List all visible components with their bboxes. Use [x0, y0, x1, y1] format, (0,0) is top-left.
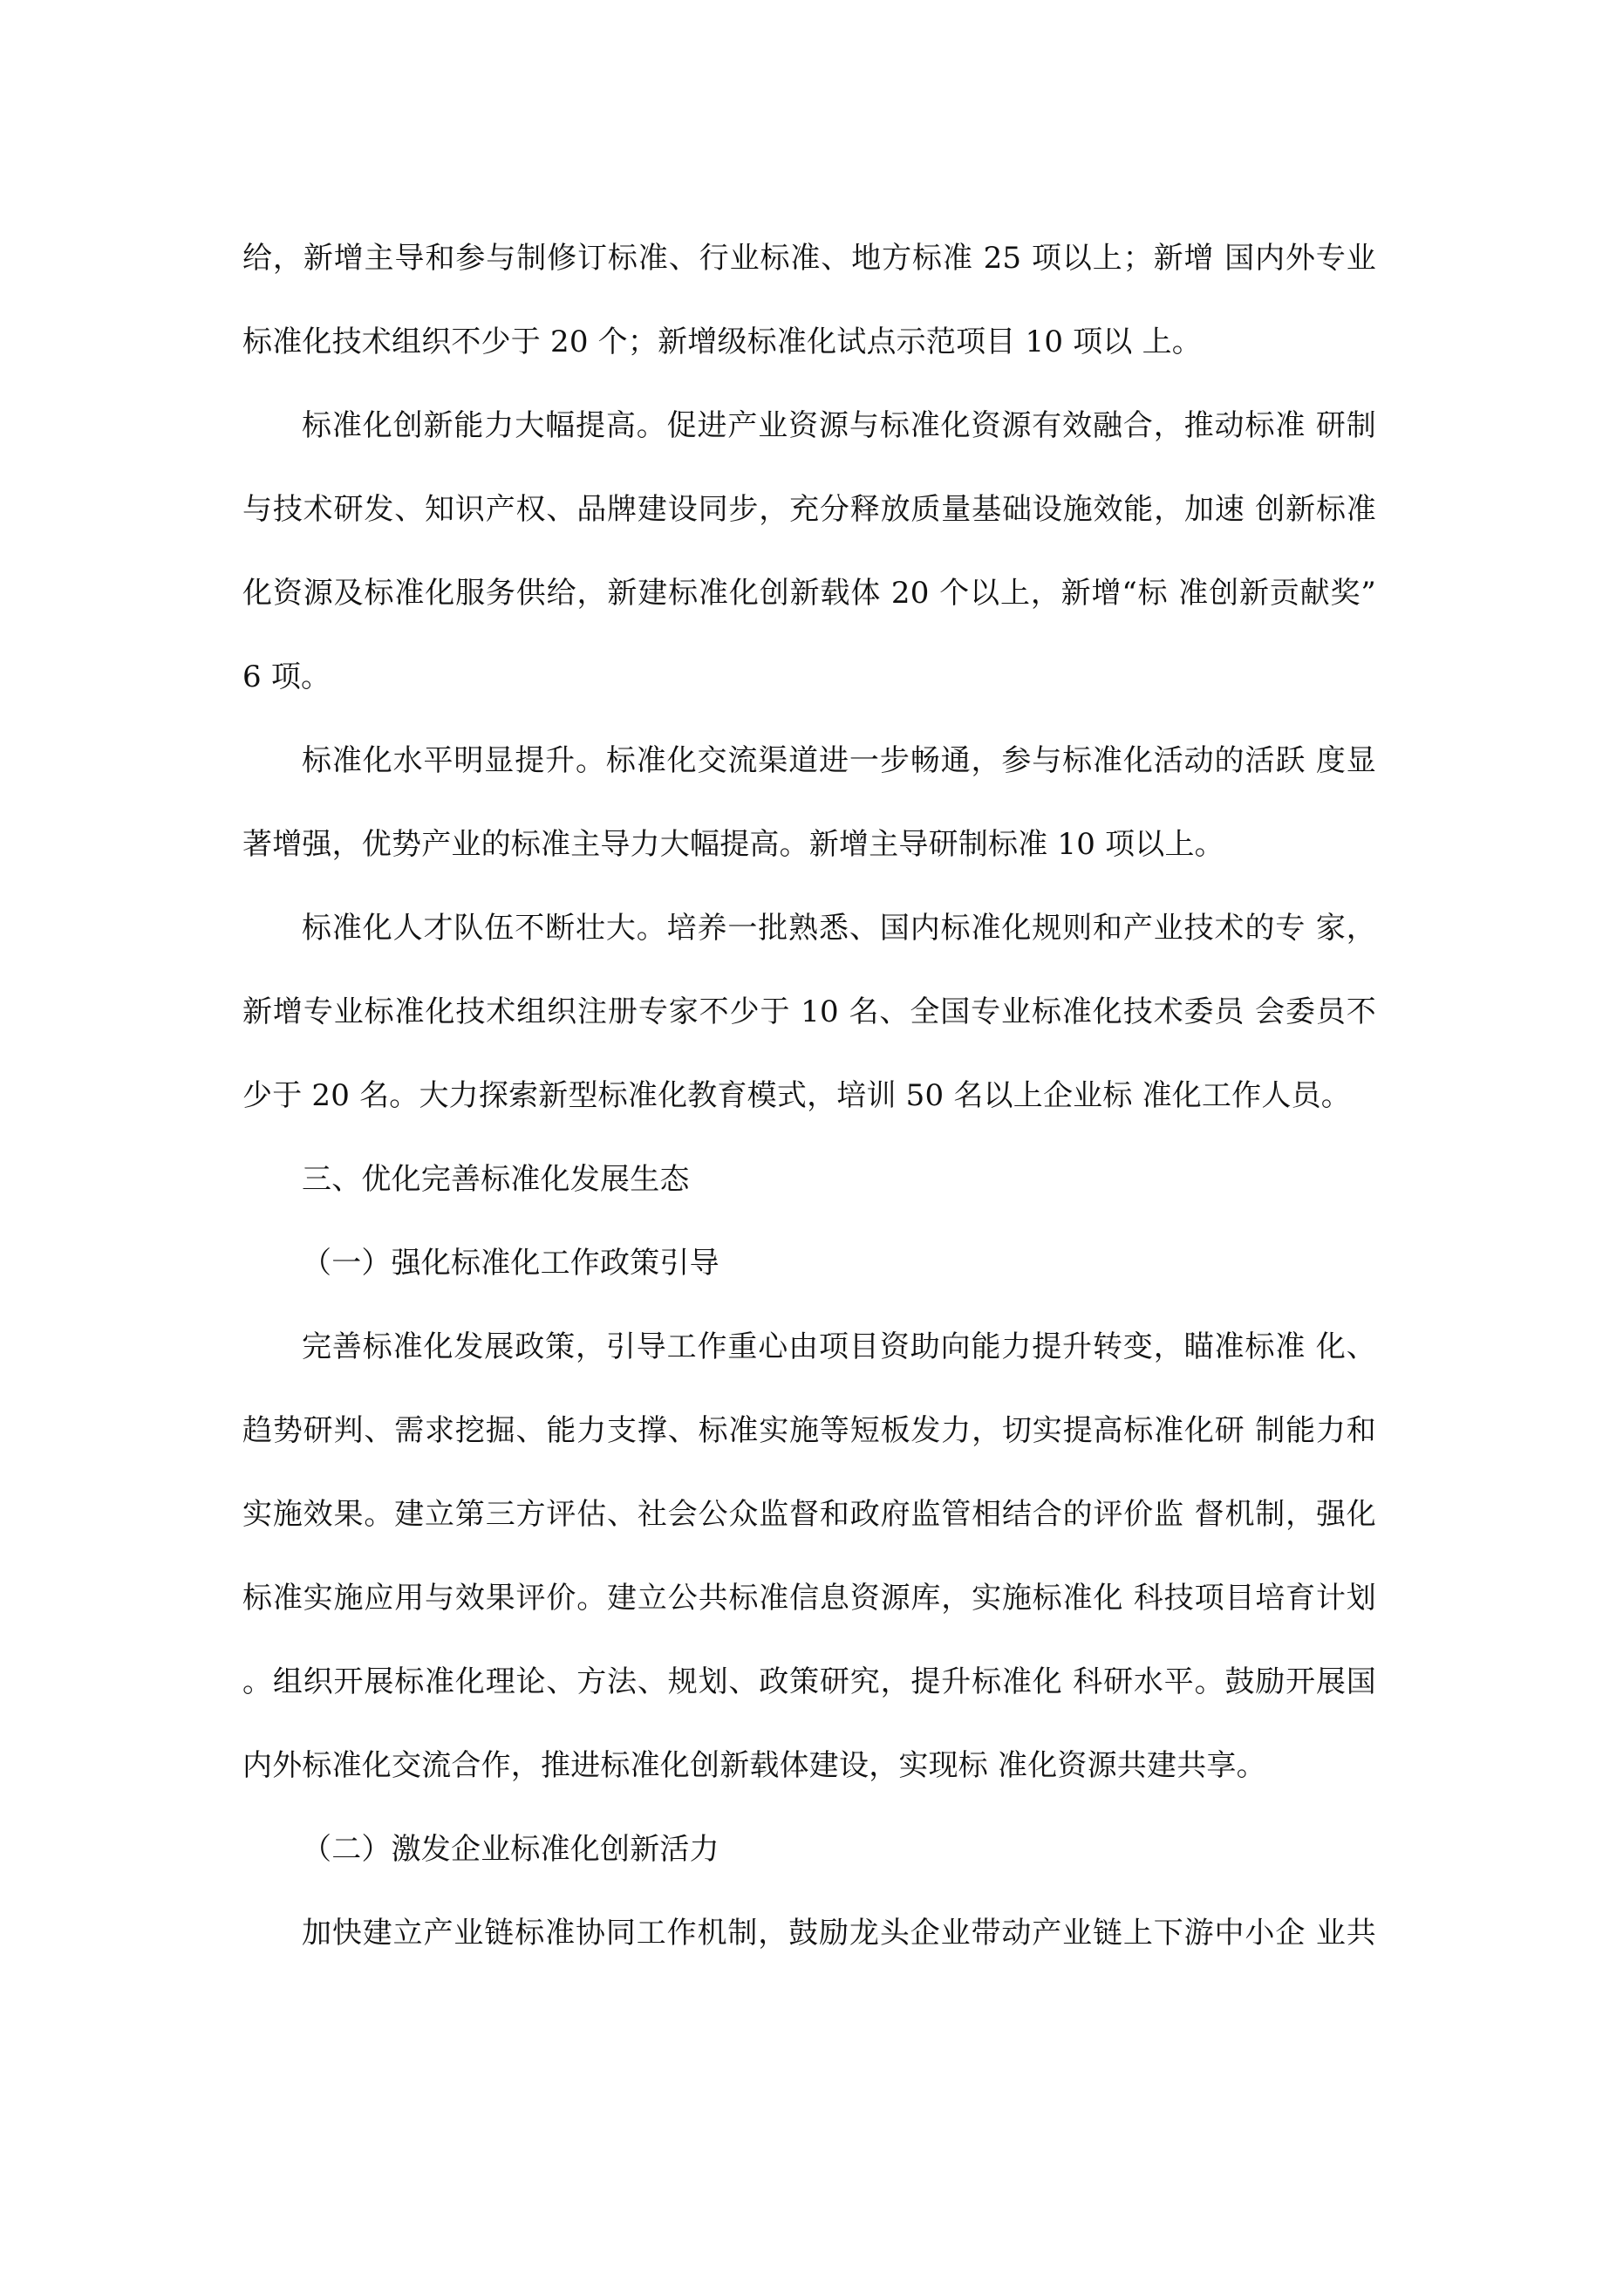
text-line: 内外标准化交流合作，推进标准化创新载体建设，实现标 准化资源共建共享。: [242, 1748, 1266, 1783]
text-line: 著增强，优势产业的标准主导力大幅提高。新增主导研制标准 10 项以上。: [242, 827, 1224, 862]
section-heading: 三、优化完善标准化发展生态: [302, 1162, 690, 1197]
text-line: 标准化技术组织不少于 20 个；新增级标准化试点示范项目 10 项以 上。: [242, 325, 1202, 359]
text-line: 。组织开展标准化理论、方法、规划、政策研究，提升标准化 科研水平。鼓励开展国: [242, 1664, 1376, 1699]
paragraph-start-line: 标准化人才队伍不断壮大。培养一批熟悉、国内标准化规则和产业技术的专 家，: [302, 911, 1376, 946]
text-line: 6 项。: [242, 659, 331, 694]
text-line: 与技术研发、知识产权、品牌建设同步，充分释放质量基础设施效能，加速 创新标准: [242, 492, 1376, 527]
text-line: 少于 20 名。大力探索新型标准化教育模式，培训 50 名以上企业标 准化工作人员。: [242, 1078, 1351, 1113]
paragraph-start-line: 完善标准化发展政策，引导工作重心由项目资助向能力提升转变，瞄准标准 化、: [302, 1329, 1376, 1364]
text-line: 给，新增主导和参与制修订标准、行业标准、地方标准 25 项以上；新增 国内外专业: [242, 241, 1376, 276]
subsection-heading: （二）激发企业标准化创新活力: [302, 1832, 719, 1867]
subsection-heading: （一）强化标准化工作政策引导: [302, 1246, 719, 1281]
paragraph-start-line: 加快建立产业链标准协同工作机制，鼓励龙头企业带动产业链上下游中小企 业共: [302, 1916, 1376, 1951]
text-line: 新增专业标准化技术组织注册专家不少于 10 名、全国专业标准化技术委员 会委员不: [242, 994, 1376, 1029]
paragraph-start-line: 标准化水平明显提升。标准化交流渠道进一步畅通，参与标准化活动的活跃 度显: [302, 743, 1376, 778]
text-line: 实施效果。建立第三方评估、社会公众监督和政府监管相结合的评价监 督机制，强化: [242, 1497, 1376, 1532]
text-line: 趋势研判、需求挖掘、能力支撑、标准实施等短板发力，切实提高标准化研 制能力和: [242, 1413, 1376, 1448]
paragraph-start-line: 标准化创新能力大幅提高。促进产业资源与标准化资源有效融合，推动标准 研制: [302, 408, 1376, 443]
document-body: [242, 216, 1376, 1975]
text-line: 化资源及标准化服务供给，新建标准化创新载体 20 个以上，新增“标 准创新贡献奖”: [242, 576, 1376, 611]
text-line: 标准实施应用与效果评价。建立公共标准信息资源库，实施标准化 科技项目培育计划: [242, 1581, 1376, 1616]
